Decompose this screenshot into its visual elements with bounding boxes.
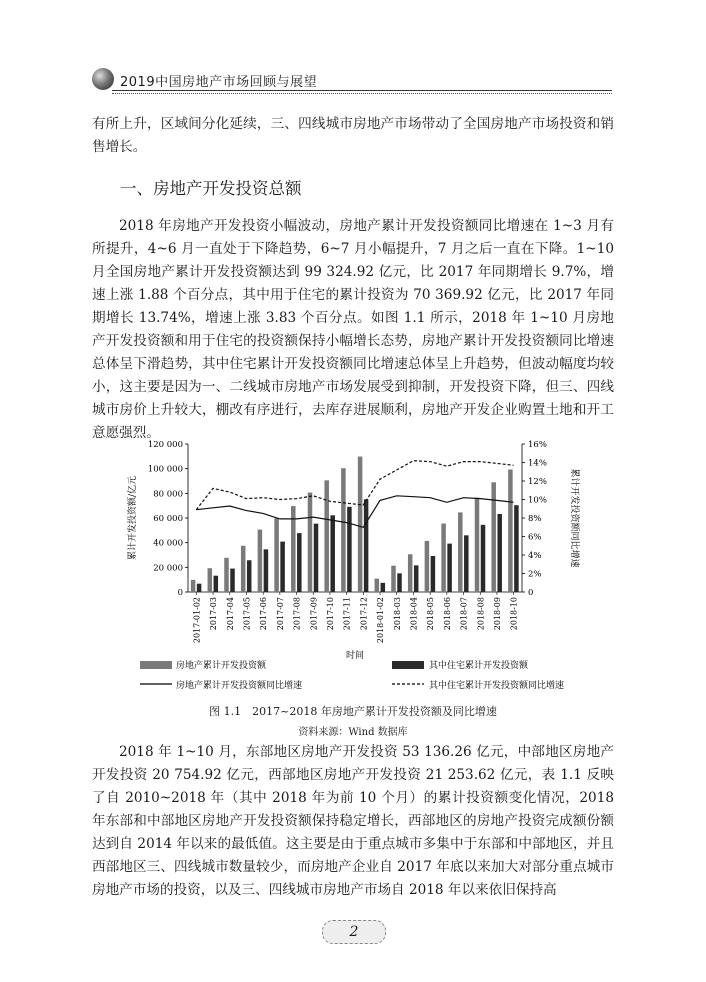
bar-total xyxy=(458,512,463,592)
x-tick-label: 2018-09 xyxy=(492,597,502,631)
y-tick-label: 20 000 xyxy=(153,563,183,574)
bar-total xyxy=(508,469,513,592)
y-axis-title: 累计开发投资额/亿元 xyxy=(128,475,138,561)
bar-total xyxy=(324,480,329,592)
bar-residential xyxy=(414,565,419,592)
line-total-growth xyxy=(196,496,513,528)
bar-residential xyxy=(264,549,269,592)
bar-residential xyxy=(497,514,502,592)
x-tick-label: 2017-08 xyxy=(292,597,302,631)
section-heading: 一、房地产开发投资总额 xyxy=(120,179,302,198)
y-tick-label: 60 000 xyxy=(153,514,183,524)
x-tick-label: 2018-03 xyxy=(392,597,402,631)
paragraph-3: 2018 年 1~10 月，东部地区房地产开发投资 53 136.26 亿元，中部地区房地产开发投资 20 754.92 亿元，西部地区房地产开发投资 21 253.62 亿元，表 1.1 反映了自 2010~2018 年（其中 2018 年为前 10 个月）的累计投资额变化情况，2018 年东部和中部地区房地产开发投资额保持稳定增长，西部地区的房地产投资完成额份额达到自 2014 年以来的最低值。这主要是由于重点城市多集中于东部和中部地区，并且西部地区三、四线城市数量较少，而房地产企业自 2017 年底以来加大对部分重点城市房地产市场的投资，以及三、四线城市房地产市场自 2018 年以来依旧保持高 xyxy=(92,744,614,898)
bar-residential xyxy=(347,507,352,592)
x-tick-label: 2017-09 xyxy=(309,597,319,631)
y2-tick-label: 14% xyxy=(528,458,547,469)
bar-residential xyxy=(447,544,452,592)
x-tick-label: 2018-08 xyxy=(476,597,486,631)
bar-residential xyxy=(197,584,202,592)
legend-swatch-total xyxy=(140,661,172,669)
y-tick-label: 40 000 xyxy=(153,538,183,549)
y-tick-label: 100 000 xyxy=(147,464,183,475)
bar-residential xyxy=(431,556,436,592)
x-tick-label: 2017-01-02 xyxy=(192,597,202,644)
y2-tick-label: 6% xyxy=(528,532,542,543)
page-number: 2 xyxy=(322,920,386,944)
header-ball-icon xyxy=(92,68,114,90)
y2-tick-label: 12% xyxy=(528,477,547,487)
bar-total xyxy=(191,580,196,592)
x-tick-label: 2017-05 xyxy=(242,597,252,631)
y2-tick-label: 8% xyxy=(528,514,542,524)
bar-total xyxy=(491,482,496,592)
bar-total xyxy=(208,568,213,592)
header-rule xyxy=(112,90,612,91)
bar-total xyxy=(475,498,480,592)
x-tick-label: 2017-04 xyxy=(225,597,235,631)
bar-total xyxy=(258,530,263,592)
figure-caption: 图 1.1 2017~2018 年房地产累计开发投资额及同比增速 xyxy=(209,705,497,718)
y2-tick-label: 0 xyxy=(528,588,534,598)
paragraph-1: 有所上升，区域间分化延续，三、四线城市房地产市场带动了全国房地产市场投资和销售增长。 xyxy=(92,116,614,155)
figure-chart xyxy=(110,432,610,700)
bar-total xyxy=(241,546,246,592)
bar-residential xyxy=(247,560,252,592)
legend-label-total-growth: 房地产累计开发投资额同比增速 xyxy=(176,681,303,691)
bar-residential xyxy=(297,533,302,592)
legend-swatch-residential xyxy=(392,661,424,669)
bar-total xyxy=(308,493,313,592)
bar-residential xyxy=(514,505,519,592)
bar-total xyxy=(358,457,363,592)
header-rule-dotted xyxy=(112,93,612,94)
x-tick-label: 2017-07 xyxy=(275,597,285,631)
running-header xyxy=(92,66,612,96)
legend-label-total: 房地产累计开发投资额 xyxy=(176,661,267,671)
x-tick-label: 2018-07 xyxy=(459,597,469,631)
bar-residential xyxy=(230,569,235,592)
bar-residential xyxy=(330,515,335,592)
x-tick-label: 2018-05 xyxy=(426,597,436,631)
figure-source: 资料来源：Wind 数据库 xyxy=(298,727,408,738)
line-residential-growth xyxy=(196,461,513,510)
y-tick-label: 0 xyxy=(177,588,183,598)
bar-total xyxy=(441,524,446,592)
y2-axis-title: 累计开发投资额同比增速 xyxy=(569,468,579,568)
header-title: 2019中国房地产市场回顾与展望 xyxy=(120,75,318,90)
x-tick-label: 2018-10 xyxy=(509,597,519,631)
x-tick-label: 2018-04 xyxy=(409,597,419,631)
x-tick-label: 2017-11 xyxy=(342,597,352,631)
bar-residential xyxy=(214,576,219,592)
y2-tick-label: 2% xyxy=(528,569,542,580)
bar-residential xyxy=(364,499,369,592)
bar-total xyxy=(341,468,346,592)
bar-residential xyxy=(280,542,285,592)
bar-total xyxy=(425,541,430,592)
y2-tick-label: 16% xyxy=(528,440,547,450)
bar-total xyxy=(375,579,380,592)
x-axis-title: 时间 xyxy=(345,651,365,661)
y2-tick-label: 4% xyxy=(528,551,542,561)
y2-tick-label: 10% xyxy=(528,495,547,506)
x-tick-label: 2017-10 xyxy=(325,597,335,631)
bar-residential xyxy=(381,583,386,592)
x-tick-label: 2018-06 xyxy=(442,597,452,631)
bar-residential xyxy=(397,573,402,592)
x-tick-label: 2017-03 xyxy=(209,597,219,631)
bar-total xyxy=(391,566,396,592)
bar-total xyxy=(274,518,279,592)
y-tick-label: 120 000 xyxy=(147,440,183,450)
bar-residential xyxy=(464,535,469,592)
x-tick-label: 2018-01-02 xyxy=(376,597,386,644)
paragraph-2: 2018 年房地产开发投资小幅波动，房地产累计开发投资额同比增速在 1~3 月有所提升，4~6 月一直处于下降趋势，6~7 月小幅提升，7 月之后一直在下降。1~10 月全国房地产累计开发投资额达到 99 324.92 亿元，比 2017 年同期增长 9.7%，增速上涨 1.88 个百分点，其中用于住宅的累计投资为 70 369.92 亿元，比 2017 年同期增长 13.74%，增速上涨 3.83 个百分点。如图 1.1 所示，2018 年 1~10 月房地产开发投资额和用于住宅的投资额保持小幅增长态势，房地产累计开发投资额同比增速总体呈下滑趋势，其中住宅累计开发投资额同比增速总体呈上升趋势，但波动幅度均较小，这主要是因为一、二线城市房地产市场发展受到抑制，开发投资下降，但三、四线城市房价上升较大，棚改有序进行，去库存进展顺利，房地产开发企业购置土地和开工意愿强烈。 xyxy=(92,218,614,441)
x-tick-label: 2017-12 xyxy=(359,597,369,631)
y-tick-label: 80 000 xyxy=(153,489,183,500)
x-tick-label: 2017-06 xyxy=(259,597,269,631)
bar-total xyxy=(408,554,413,592)
legend-label-residential-growth: 其中住宅累计开发投资额同比增速 xyxy=(429,681,565,691)
bar-total xyxy=(224,558,229,592)
legend-label-residential: 其中住宅累计开发投资额 xyxy=(429,661,529,671)
bar-residential xyxy=(314,524,319,592)
bar-residential xyxy=(481,525,486,592)
